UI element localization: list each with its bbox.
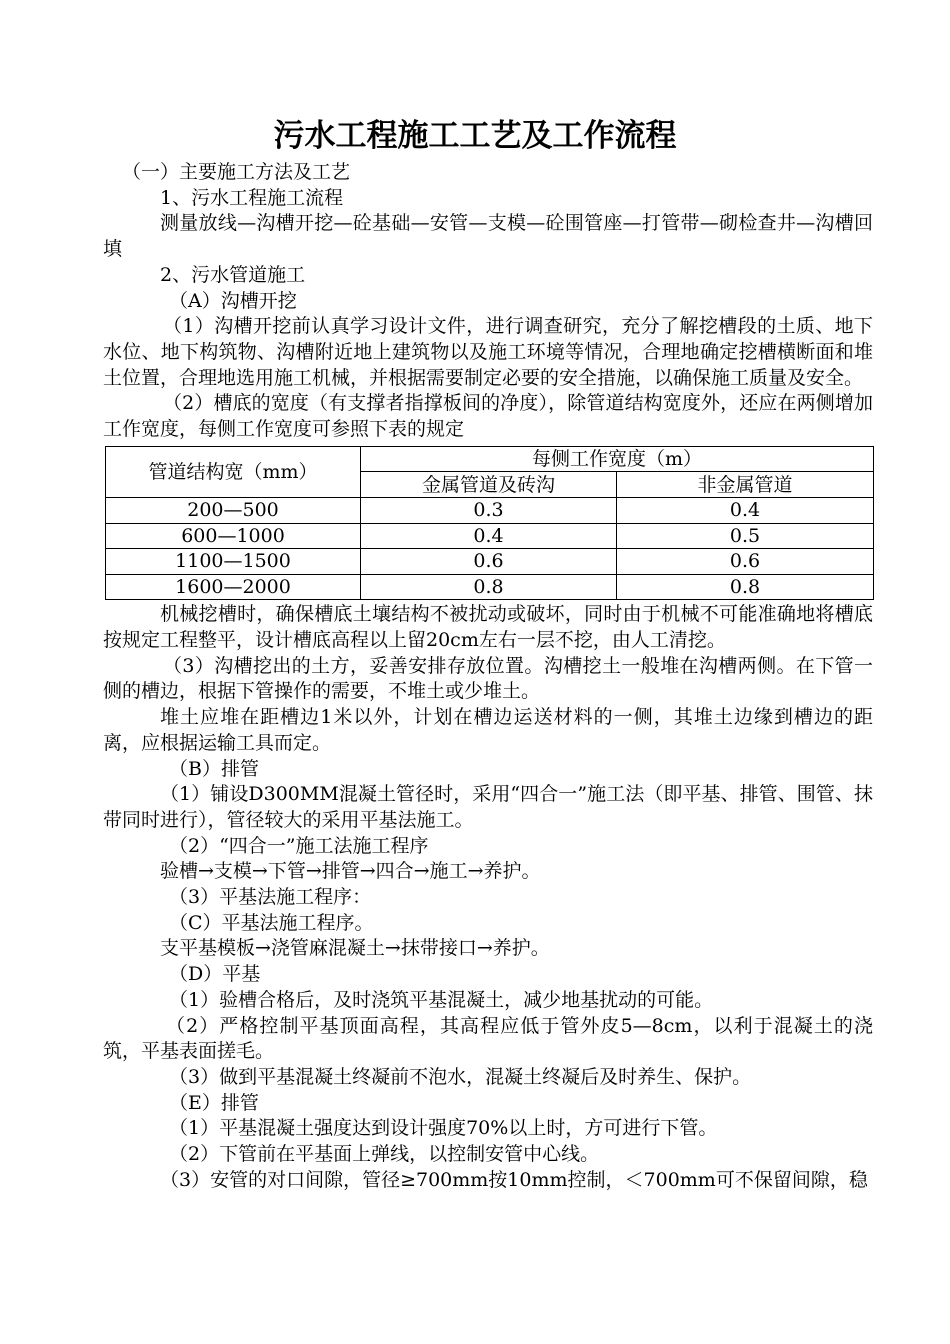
table-header-cell: 管道结构宽（mm） — [106, 446, 361, 497]
subsection-heading: 1、污水工程施工流程 — [160, 186, 344, 209]
paragraph: （3）平基法施工程序： — [169, 886, 372, 909]
document-body — [103, 160, 873, 1193]
table-cell: 0.4 — [617, 497, 874, 523]
table-row — [106, 549, 874, 575]
table-cell: 0.8 — [361, 574, 617, 600]
paragraph: （3）做到平基混凝土终凝前不泡水，混凝土终凝后及时养生、保护。 — [169, 1065, 752, 1088]
table-cell: 0.6 — [361, 549, 617, 575]
table-row — [106, 574, 874, 600]
paragraph: 机械挖槽时，确保槽底土壤结构不被扰动或破坏，同时由于机械不可能准确地将槽底按规定工程整平，设计槽底高程以上留20cm左右一层不挖，由人工清挖。 — [103, 603, 873, 651]
paragraph: （1）验槽合格后，及时浇筑平基混凝土，减少地基扰动的可能。 — [169, 988, 714, 1011]
section-heading: （一）主要施工方法及工艺 — [122, 161, 351, 183]
table-header-cell: 非金属管道 — [617, 472, 874, 498]
table-row — [106, 497, 874, 523]
subsection-heading: （E）排管 — [169, 1091, 259, 1114]
table-cell: 0.8 — [617, 574, 874, 600]
table-header-cell: 每侧工作宽度（m） — [361, 446, 874, 472]
paragraph: （2）下管前在平基面上弹线，以控制安管中心线。 — [169, 1143, 600, 1166]
paragraph: （1）沟槽开挖前认真学习设计文件，进行调查研究，充分了解挖槽段的土质、地下水位、地下构筑物、沟槽附近地上建筑物以及施工环境等情况，合理地确定挖槽横断面和堆土位置，合理地选用施工机械，并根据需要制定必要的安全措施，以确保施工质量及安全。 — [103, 315, 873, 389]
table-cell: 1100—1500 — [106, 549, 361, 575]
paragraph: 测量放线—沟槽开挖—砼基础—安管—支模—砼围管座—打管带—砌检查井—沟槽回填 — [103, 212, 873, 261]
table-cell: 0.5 — [617, 523, 874, 549]
paragraph: （1）平基混凝土强度达到设计强度70%以上时，方可进行下管。 — [169, 1117, 718, 1140]
paragraph: （3）安管的对口间隙，管径≥700mm按10mm控制，＜700mm可不保留间隙，稳 — [160, 1168, 868, 1191]
table-cell: 0.4 — [361, 523, 617, 549]
subsection-heading: （B）排管 — [169, 757, 259, 780]
subsection-heading: 2、污水管道施工 — [160, 263, 306, 286]
table-cell: 0.3 — [361, 497, 617, 523]
paragraph: （2）槽底的宽度（有支撑者指撑板间的净度），除管道结构宽度外，还应在两侧增加工作宽度，每侧工作宽度可参照下表的规定 — [103, 392, 873, 441]
table-row — [106, 523, 874, 549]
paragraph: 堆土应堆在距槽边1米以外，计划在槽边运送材料的一侧，其堆土边缘到槽边的距离，应根据运输工具而定。 — [103, 706, 873, 754]
process-flow: 支平基模板→浇管麻混凝土→抹带接口→养护。 — [160, 937, 550, 960]
table-header-cell: 金属管道及砖沟 — [361, 472, 617, 498]
paragraph: （1）铺设D300MM混凝土管径时，采用“四合一”施工法（即平基、排管、围管、抹带同时进行），管径较大的采用平基法施工。 — [103, 783, 873, 831]
table-cell: 200—500 — [106, 497, 361, 523]
subsection-heading: （A）沟槽开挖 — [169, 289, 297, 312]
subsection-heading: （C）平基法施工程序。 — [169, 911, 374, 934]
paragraph: （2）严格控制平基顶面高程，其高程应低于管外皮5—8cm，以利于混凝土的浇筑，平基表面搓毛。 — [103, 1014, 873, 1063]
document-title: 污水工程施工工艺及工作流程 — [273, 118, 677, 154]
process-flow: 验槽→支模→下管→排管→四合→施工→养护。 — [160, 860, 541, 883]
paragraph: （3）沟槽挖出的土方，妥善安排存放位置。沟槽挖土一般堆在沟槽两侧。在下管一侧的槽边，根据下管操作的需要，不堆土或少堆土。 — [103, 654, 873, 703]
work-width-table — [105, 446, 874, 601]
table-cell: 0.6 — [617, 549, 874, 575]
table-cell: 600—1000 — [106, 523, 361, 549]
table-header-row — [106, 446, 874, 472]
subsection-heading: （D）平基 — [169, 963, 261, 986]
paragraph: （2）“四合一”施工法施工程序 — [169, 834, 429, 857]
table-cell: 1600—2000 — [106, 574, 361, 600]
